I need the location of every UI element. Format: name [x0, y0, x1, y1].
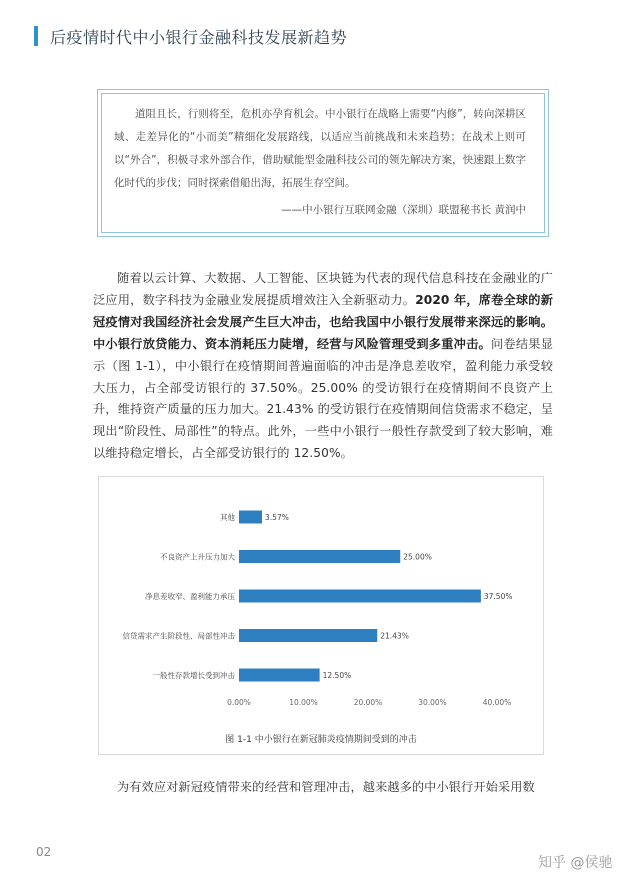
- category-label: 不良资产上升压力加大: [160, 552, 235, 562]
- x-tick-label: 30.00%: [418, 698, 447, 707]
- value-label: 37.50%: [483, 592, 513, 601]
- page-number: 02: [36, 845, 52, 859]
- x-tick-label: 10.00%: [289, 698, 318, 707]
- chart-caption: 图 1-1 中小银行在新冠肺炎疫情期间受到的冲击: [225, 735, 417, 745]
- value-label: 12.50%: [322, 671, 352, 680]
- bar: [239, 590, 481, 603]
- quote-box: [97, 89, 549, 237]
- page-title: 后疫情时代中小银行金融科技发展新趋势: [50, 27, 348, 47]
- category-label: 一般性存款增长受到冲击: [152, 671, 235, 680]
- x-tick-label: 20.00%: [353, 698, 383, 707]
- x-tick-label: 40.00%: [482, 698, 512, 707]
- bar-chart: [99, 477, 543, 754]
- body-paragraph-1: [93, 268, 553, 465]
- category-label: 其他: [220, 513, 235, 522]
- quote-author: ——中小银行互联网金融（深圳）联盟秘书长 黄润中: [281, 204, 526, 216]
- bar: [239, 511, 262, 524]
- paragraph-1-part-c: 问卷结果显示（图 1-1），中小银行在疫情期间普遍面临的冲击是净息差收窄，盈利能力承受较大压力，占全部受访银行的 37.50%。25.00% 的受访银行在疫情期间不良资产上升，维持资产质量的压力加大。21.43% 的受访银行在疫情期间信贷需求不稳定，呈现出“阶段性、局部性”的特点。此外，一些中小银行一般性存款受到了较大影响，难以维持稳定增长，占全部受访银行的 12.50%。: [93, 336, 554, 461]
- bar: [239, 669, 320, 682]
- paragraph-1-bold: 2020 年，席卷全球的新冠疫情对我国经济社会发展产生巨大冲击，也给我国中小银行发展带来深远的影响。中小银行放贷能力、资本消耗压力陡增，经营与风险管理受到多重冲击。: [93, 292, 553, 351]
- quote-text: 道阻且长，行则将至，危机亦孕育机会。中小银行在战略上需要“内修”，转向深耕区域、走差异化的“小而美”精细化发展路线，以适应当前挑战和未来趋势；在战术上则可以“外合”，积极寻求外部合作，借助赋能型金融科技公司的领先解决方案，快速跟上数字化时代的步伐；同时探索借船出海，拓展生存空间。: [114, 108, 526, 189]
- value-label: 25.00%: [403, 552, 432, 562]
- header-accent-bar: [34, 26, 38, 46]
- chart-box: [98, 476, 544, 755]
- category-label: 信贷需求产生阶段性、局部性冲击: [122, 631, 235, 641]
- page-header: [34, 26, 347, 46]
- bar: [239, 550, 400, 563]
- paragraph-1-part-a: 随着以云计算、大数据、人工智能、区块链为代表的现代信息科技在金融业的广泛应用，数字科技为金融业发展提质增效注入全新驱动力。: [93, 271, 553, 307]
- watermark: 知乎 @侯驰: [538, 855, 613, 871]
- value-label: 3.57%: [265, 513, 289, 522]
- value-label: 21.43%: [380, 631, 409, 641]
- x-tick-label: 0.00%: [227, 698, 251, 707]
- bar: [239, 629, 377, 642]
- body-paragraph-2: 为有效应对新冠疫情带来的经营和管理冲击，越来越多的中小银行开始采用数: [117, 780, 535, 794]
- category-label: 净息差收窄、盈利能力承压: [145, 592, 235, 601]
